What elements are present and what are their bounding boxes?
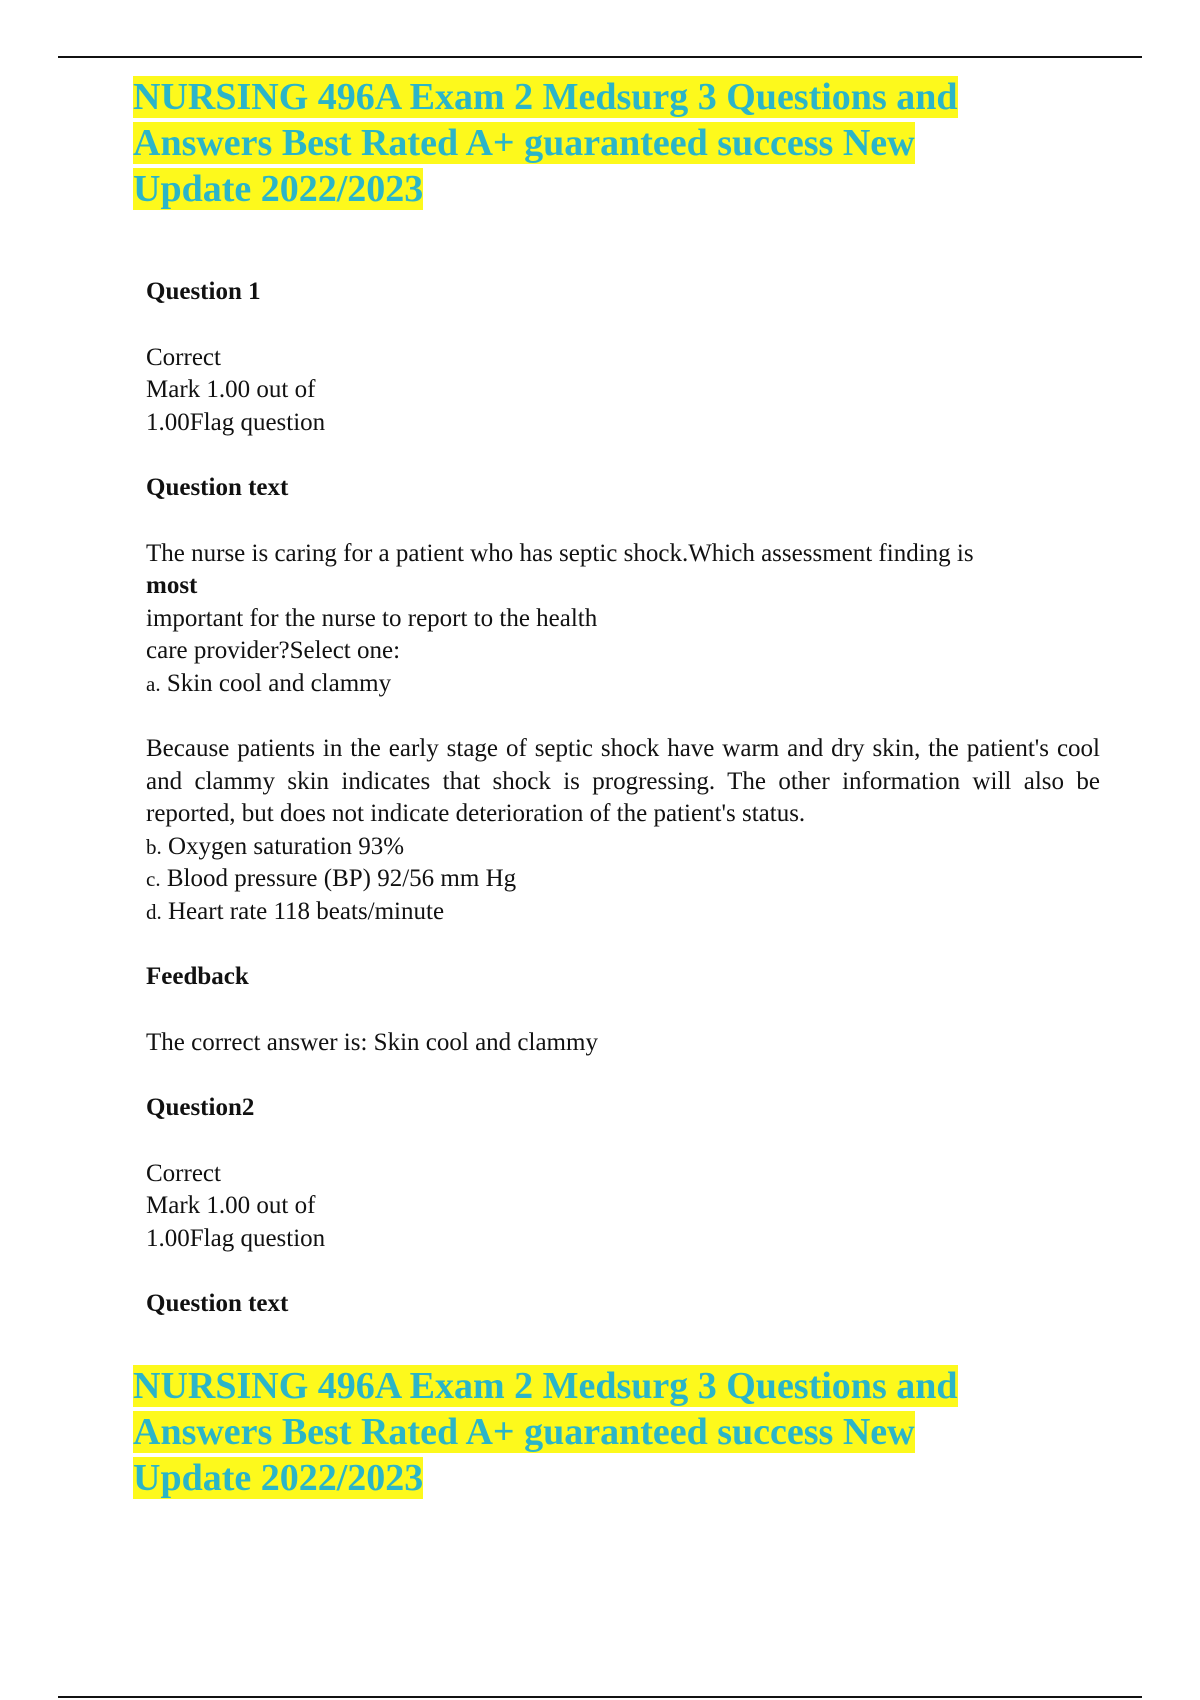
title-line-2: Answers Best Rated A+ guaranteed success New — [133, 122, 915, 164]
question-2-flag: 1.00Flag question — [146, 1224, 326, 1252]
question-2-heading: Question2 — [146, 1094, 255, 1121]
option-letter: a. — [146, 671, 161, 696]
option-text: Skin cool and clammy — [166, 669, 392, 697]
title-line-3: Update 2022/2023 — [133, 1457, 424, 1499]
option-b — [146, 831, 1100, 864]
question-1-text-line-2: important for the nurse to report to the health — [146, 604, 598, 632]
bottom-rule — [58, 1696, 1142, 1698]
question-2-status: Correct — [146, 1159, 221, 1187]
option-d — [146, 896, 1100, 929]
option-letter: c. — [146, 867, 161, 891]
document-title-banner-repeat — [133, 1363, 958, 1501]
question-1-flag: 1.00Flag question — [146, 408, 326, 436]
option-letter: d. — [146, 899, 162, 924]
title-line-1: NURSING 496A Exam 2 Medsurg 3 Questions and — [133, 76, 958, 118]
question-1-text-line-1: The nurse is caring for a patient who has septic shock.Which assessment finding is — [146, 539, 974, 567]
option-a — [146, 668, 1100, 701]
question-1-status: Correct — [146, 343, 221, 371]
feedback-heading: Feedback — [146, 963, 249, 990]
option-letter: b. — [146, 834, 162, 859]
title-line-2: Answers Best Rated A+ guaranteed success New — [133, 1411, 915, 1453]
option-text: Heart rate 118 beats/minute — [168, 897, 445, 925]
option-text: Oxygen saturation 93% — [168, 832, 405, 860]
question-2-mark: Mark 1.00 out of — [146, 1192, 316, 1219]
question-1-text-heading: Question text — [146, 474, 289, 501]
title-line-3: Update 2022/2023 — [133, 168, 424, 210]
question-1-text-emphasis: most — [146, 572, 198, 599]
question-1-explanation: Because patients in the early stage of septic shock have warm and dry skin, the patient's cool and clammy skin indicates that shock is progressing. The other information will also be reported, but does not indicate deterioration of the patient's status. — [146, 735, 1100, 827]
option-text: Blood pressure (BP) 92/56 mm Hg — [166, 865, 517, 892]
question-1-heading: Question 1 — [146, 278, 261, 305]
top-rule — [58, 56, 1142, 58]
document-title-banner — [133, 74, 958, 212]
option-c — [146, 863, 1100, 896]
document-body — [146, 276, 1100, 1321]
question-1-mark: Mark 1.00 out of — [146, 376, 316, 403]
feedback-text: The correct answer is: Skin cool and clammy — [146, 1028, 598, 1056]
question-1-text-line-3: care provider?Select one: — [146, 637, 401, 664]
question-2-text-heading: Question text — [146, 1290, 289, 1317]
title-line-1: NURSING 496A Exam 2 Medsurg 3 Questions and — [133, 1365, 958, 1407]
